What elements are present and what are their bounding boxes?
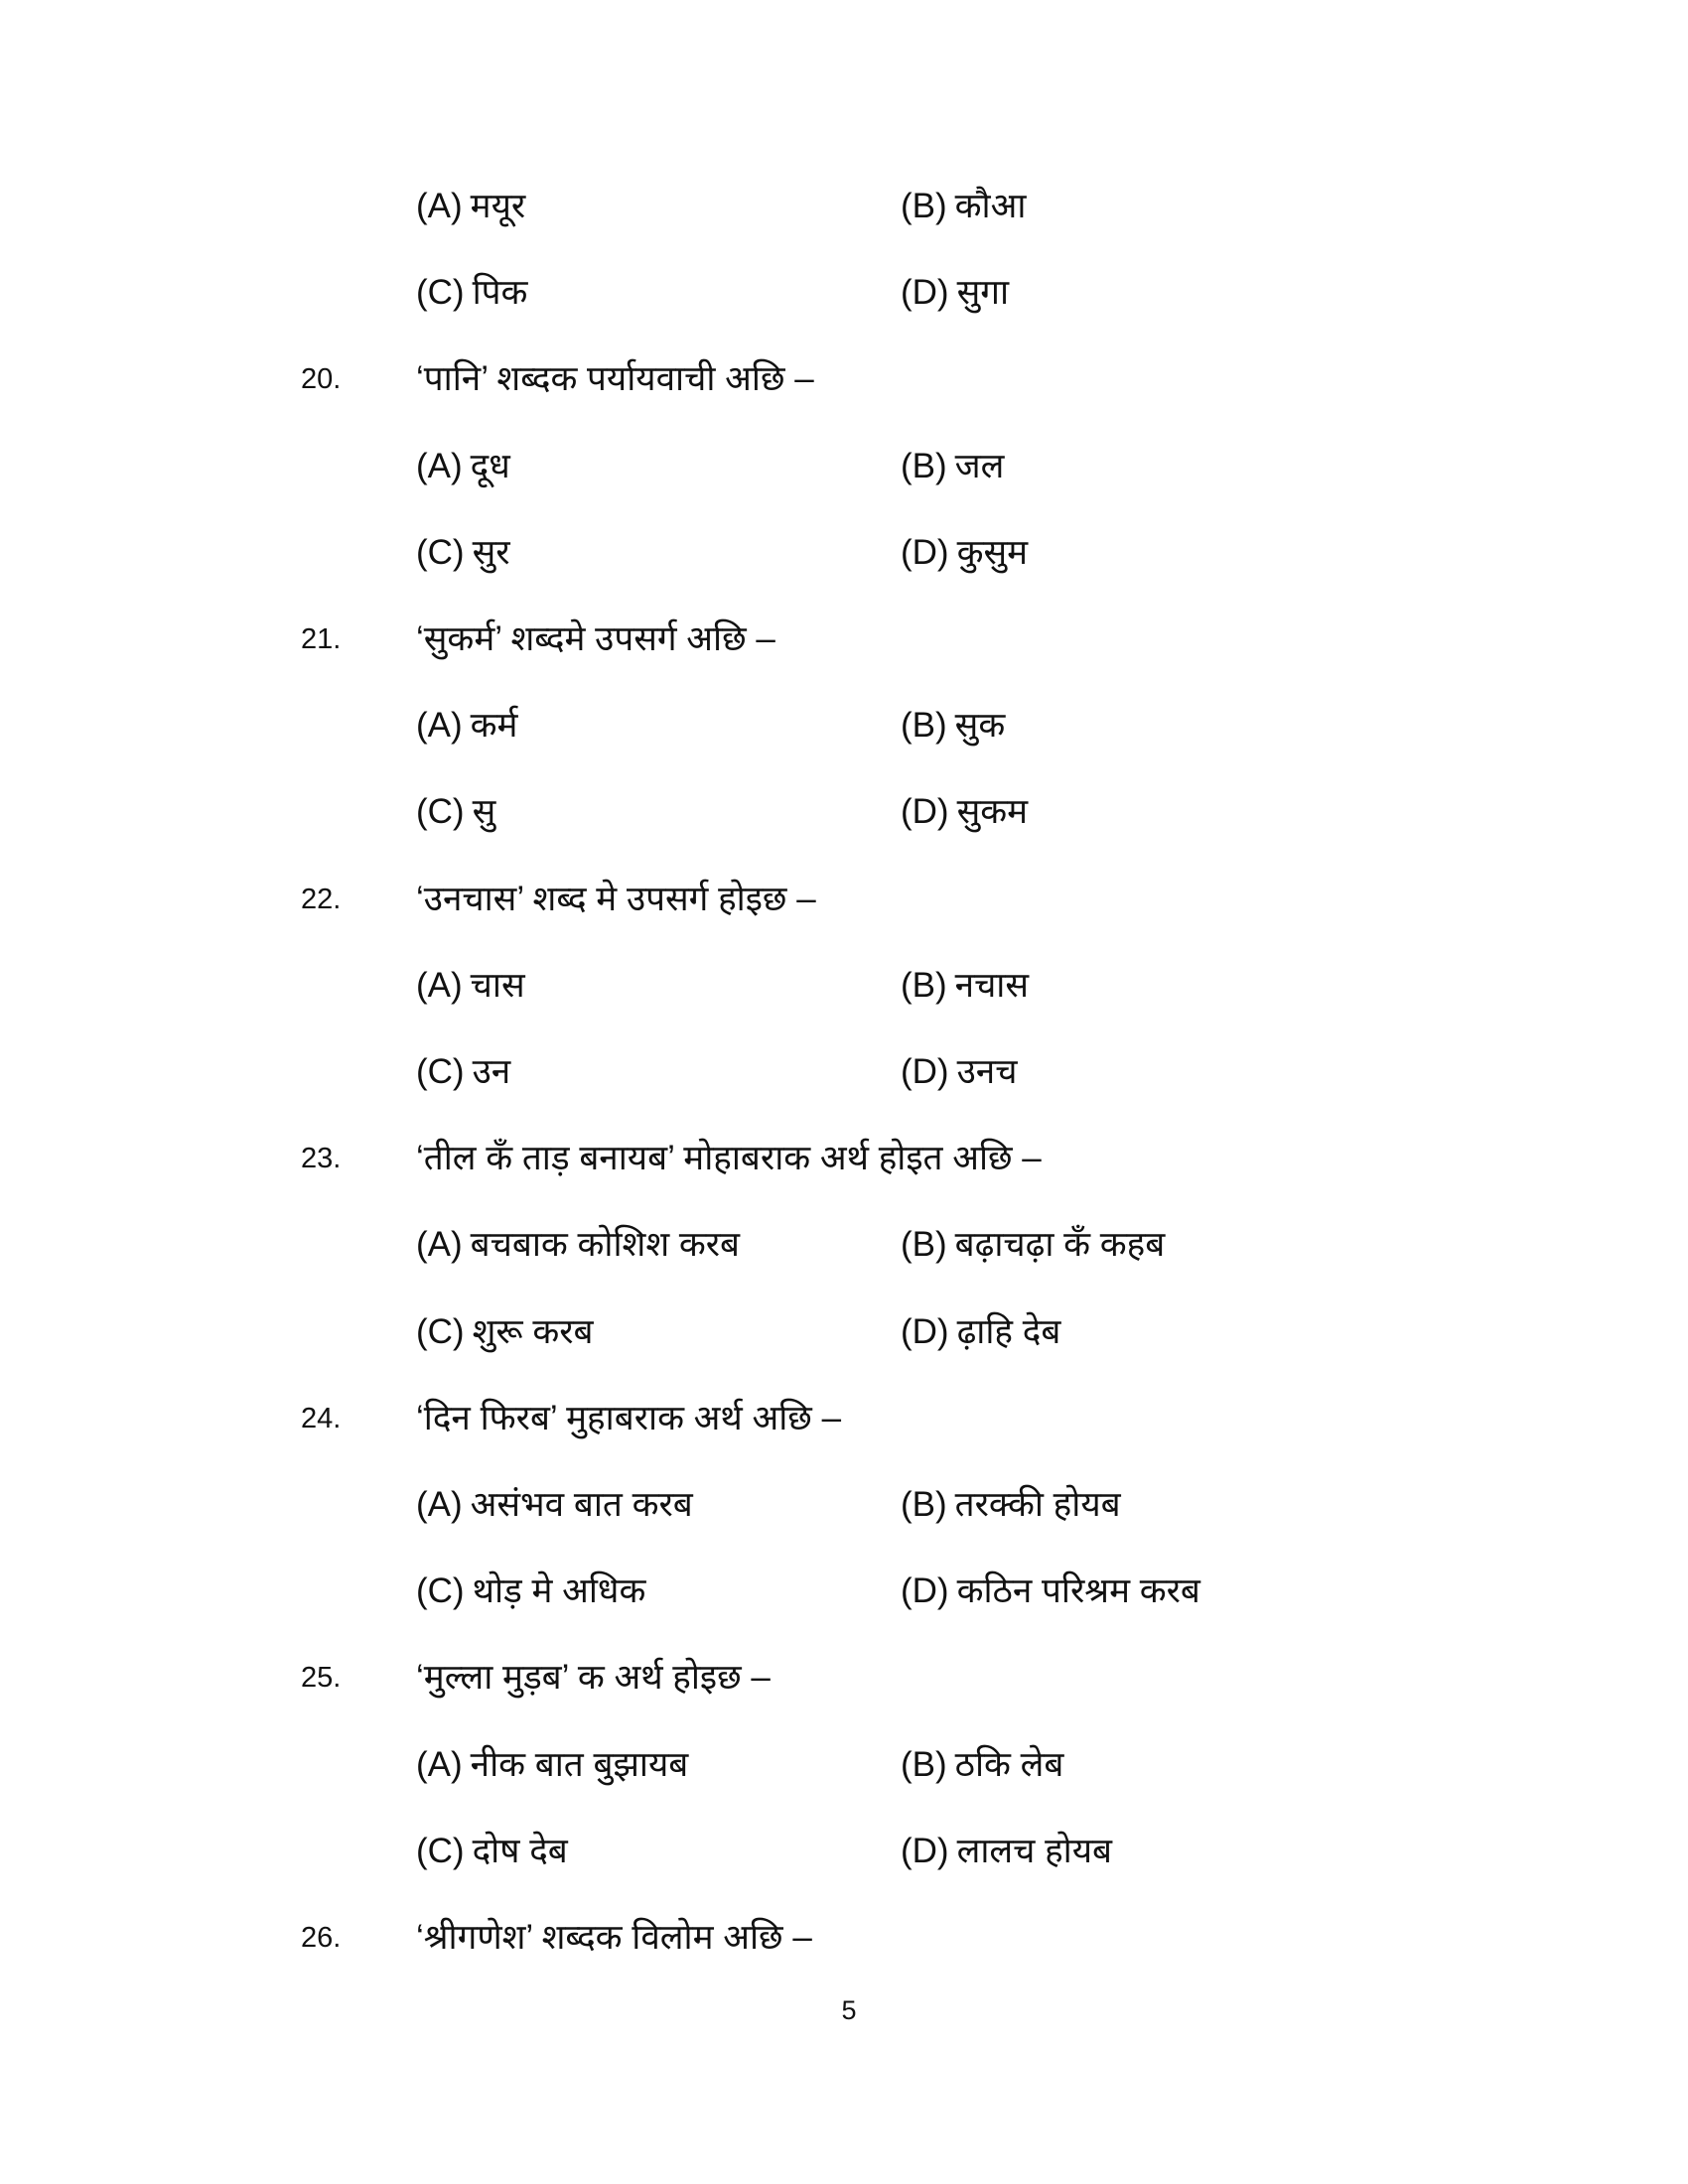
option-a bbox=[416, 961, 525, 1011]
option-a bbox=[416, 182, 525, 231]
option-a bbox=[416, 1740, 688, 1790]
question-row bbox=[0, 1653, 1688, 1703]
option-label: (A) bbox=[416, 1225, 463, 1265]
option-label: (D) bbox=[901, 532, 949, 572]
options-row bbox=[0, 1047, 1688, 1097]
option-b bbox=[901, 701, 1005, 751]
option-text: बचबाक कोशिश करब bbox=[470, 1225, 741, 1265]
option-label: (D) bbox=[901, 1831, 949, 1870]
option-b bbox=[901, 1740, 1063, 1790]
question-number: 25. bbox=[301, 1662, 342, 1695]
question-row bbox=[0, 614, 1688, 664]
option-text: बढ़ाचढ़ा कँ कहब bbox=[954, 1225, 1166, 1265]
options-row bbox=[0, 1827, 1688, 1876]
option-text: सुर bbox=[472, 532, 510, 572]
option-label: (C) bbox=[416, 1831, 465, 1870]
option-label: (D) bbox=[901, 1571, 949, 1611]
option-a bbox=[416, 1480, 693, 1530]
option-label: (C) bbox=[416, 273, 465, 313]
option-label: (D) bbox=[901, 273, 949, 313]
question-number: 24. bbox=[301, 1402, 342, 1434]
option-text: लालच होयब bbox=[956, 1831, 1113, 1870]
option-text: नीक बात बुझायब bbox=[470, 1744, 689, 1784]
option-text: कौआ bbox=[954, 187, 1027, 225]
option-c bbox=[416, 1567, 645, 1616]
question-number: 22. bbox=[301, 883, 342, 915]
options-row bbox=[0, 1740, 1688, 1790]
question-text: ‘मुल्ला मुड़ब’ क अर्थ होइछ – bbox=[416, 1658, 771, 1698]
option-text: सुगा bbox=[956, 273, 1010, 313]
option-text: मयूर bbox=[470, 187, 526, 225]
option-a bbox=[416, 442, 510, 491]
options-row bbox=[0, 1567, 1688, 1616]
option-c bbox=[416, 1827, 568, 1876]
options-row bbox=[0, 787, 1688, 837]
option-text: दूध bbox=[470, 446, 510, 485]
option-c bbox=[416, 1047, 510, 1097]
option-label: (B) bbox=[901, 1744, 947, 1784]
option-d bbox=[901, 1827, 1112, 1876]
option-text: तरक्की होयब bbox=[954, 1485, 1121, 1524]
question-row bbox=[0, 354, 1688, 404]
option-label: (D) bbox=[901, 792, 949, 832]
option-text: पिक bbox=[472, 273, 528, 313]
option-d bbox=[901, 1307, 1060, 1357]
option-d bbox=[901, 268, 1009, 318]
options-row bbox=[0, 182, 1688, 231]
option-text: जल bbox=[954, 446, 1005, 485]
question-text: ‘उनचास’ शब्द मे उपसर्ग होइछ – bbox=[416, 879, 816, 918]
options-row bbox=[0, 961, 1688, 1011]
option-text: दोष देब bbox=[472, 1831, 568, 1870]
question-text: ‘तील कँ ताड़ बनायब’ मोहाबराक अर्थ होइत अछि – bbox=[416, 1139, 1042, 1178]
option-label: (C) bbox=[416, 1571, 465, 1611]
option-text: सुकम bbox=[956, 792, 1029, 832]
option-text: चास bbox=[470, 965, 525, 1005]
option-text: सु bbox=[472, 792, 496, 832]
option-label: (A) bbox=[416, 706, 463, 746]
options-row bbox=[0, 528, 1688, 578]
question-number: 20. bbox=[301, 363, 342, 396]
option-d bbox=[901, 787, 1028, 837]
option-a bbox=[416, 701, 517, 751]
question-number: 26. bbox=[301, 1922, 342, 1954]
option-c bbox=[416, 787, 495, 837]
option-c bbox=[416, 528, 510, 578]
options-row bbox=[0, 1480, 1688, 1530]
question-row bbox=[0, 1394, 1688, 1443]
option-text: कुसुम bbox=[956, 532, 1029, 572]
option-label: (C) bbox=[416, 532, 465, 572]
option-d bbox=[901, 1567, 1200, 1616]
option-label: (A) bbox=[416, 1744, 463, 1784]
option-c bbox=[416, 1307, 594, 1357]
option-label: (C) bbox=[416, 792, 465, 832]
options-row bbox=[0, 1220, 1688, 1270]
option-label: (A) bbox=[416, 1485, 463, 1524]
option-b bbox=[901, 961, 1029, 1011]
option-b bbox=[901, 1220, 1165, 1270]
option-a bbox=[416, 1220, 740, 1270]
option-text: शुरू करब bbox=[472, 1311, 594, 1351]
page-number: 5 bbox=[841, 1995, 857, 2025]
option-c bbox=[416, 268, 527, 318]
option-d bbox=[901, 528, 1028, 578]
option-text: सुक bbox=[954, 706, 1006, 746]
option-text: ठकि लेब bbox=[954, 1744, 1064, 1784]
question-row bbox=[0, 875, 1688, 924]
option-text: कर्म bbox=[470, 706, 518, 746]
question-text: ‘सुकर्म’ शब्दमे उपसर्ग अछि – bbox=[416, 619, 775, 658]
option-label: (A) bbox=[416, 187, 463, 225]
question-number: 21. bbox=[301, 623, 342, 655]
options-row bbox=[0, 268, 1688, 318]
option-label: (A) bbox=[416, 446, 463, 485]
option-text: असंभव बात करब bbox=[470, 1485, 693, 1524]
option-label: (A) bbox=[416, 965, 463, 1005]
option-b bbox=[901, 1480, 1121, 1530]
option-b bbox=[901, 442, 1004, 491]
option-label: (B) bbox=[901, 965, 947, 1005]
option-text: उनच bbox=[956, 1052, 1018, 1091]
option-label: (B) bbox=[901, 706, 947, 746]
options-row bbox=[0, 442, 1688, 491]
option-label: (B) bbox=[901, 1225, 947, 1265]
option-label: (C) bbox=[416, 1052, 465, 1091]
option-text: ढ़ाहि देब bbox=[956, 1311, 1061, 1351]
option-b bbox=[901, 182, 1026, 231]
question-row bbox=[0, 1913, 1688, 1963]
question-number: 23. bbox=[301, 1143, 342, 1175]
question-row bbox=[0, 1134, 1688, 1183]
options-row bbox=[0, 701, 1688, 751]
option-label: (C) bbox=[416, 1311, 465, 1351]
option-label: (B) bbox=[901, 187, 947, 225]
option-text: उन bbox=[472, 1052, 511, 1091]
option-d bbox=[901, 1047, 1017, 1097]
option-label: (B) bbox=[901, 446, 947, 485]
question-text: ‘दिन फिरब’ मुहाबराक अर्थ अछि – bbox=[416, 1398, 842, 1437]
option-label: (D) bbox=[901, 1311, 949, 1351]
option-label: (B) bbox=[901, 1485, 947, 1524]
option-text: कठिन परिश्रम करब bbox=[956, 1571, 1200, 1611]
option-text: थोड़ मे अधिक bbox=[472, 1571, 646, 1611]
option-label: (D) bbox=[901, 1052, 949, 1091]
option-text: नचास bbox=[954, 965, 1030, 1005]
question-text: ‘श्रीगणेश’ शब्दक विलोम अछि – bbox=[416, 1918, 812, 1957]
question-text: ‘पानि’ शब्दक पर्यायवाची अछि – bbox=[416, 359, 814, 399]
options-row bbox=[0, 1307, 1688, 1357]
